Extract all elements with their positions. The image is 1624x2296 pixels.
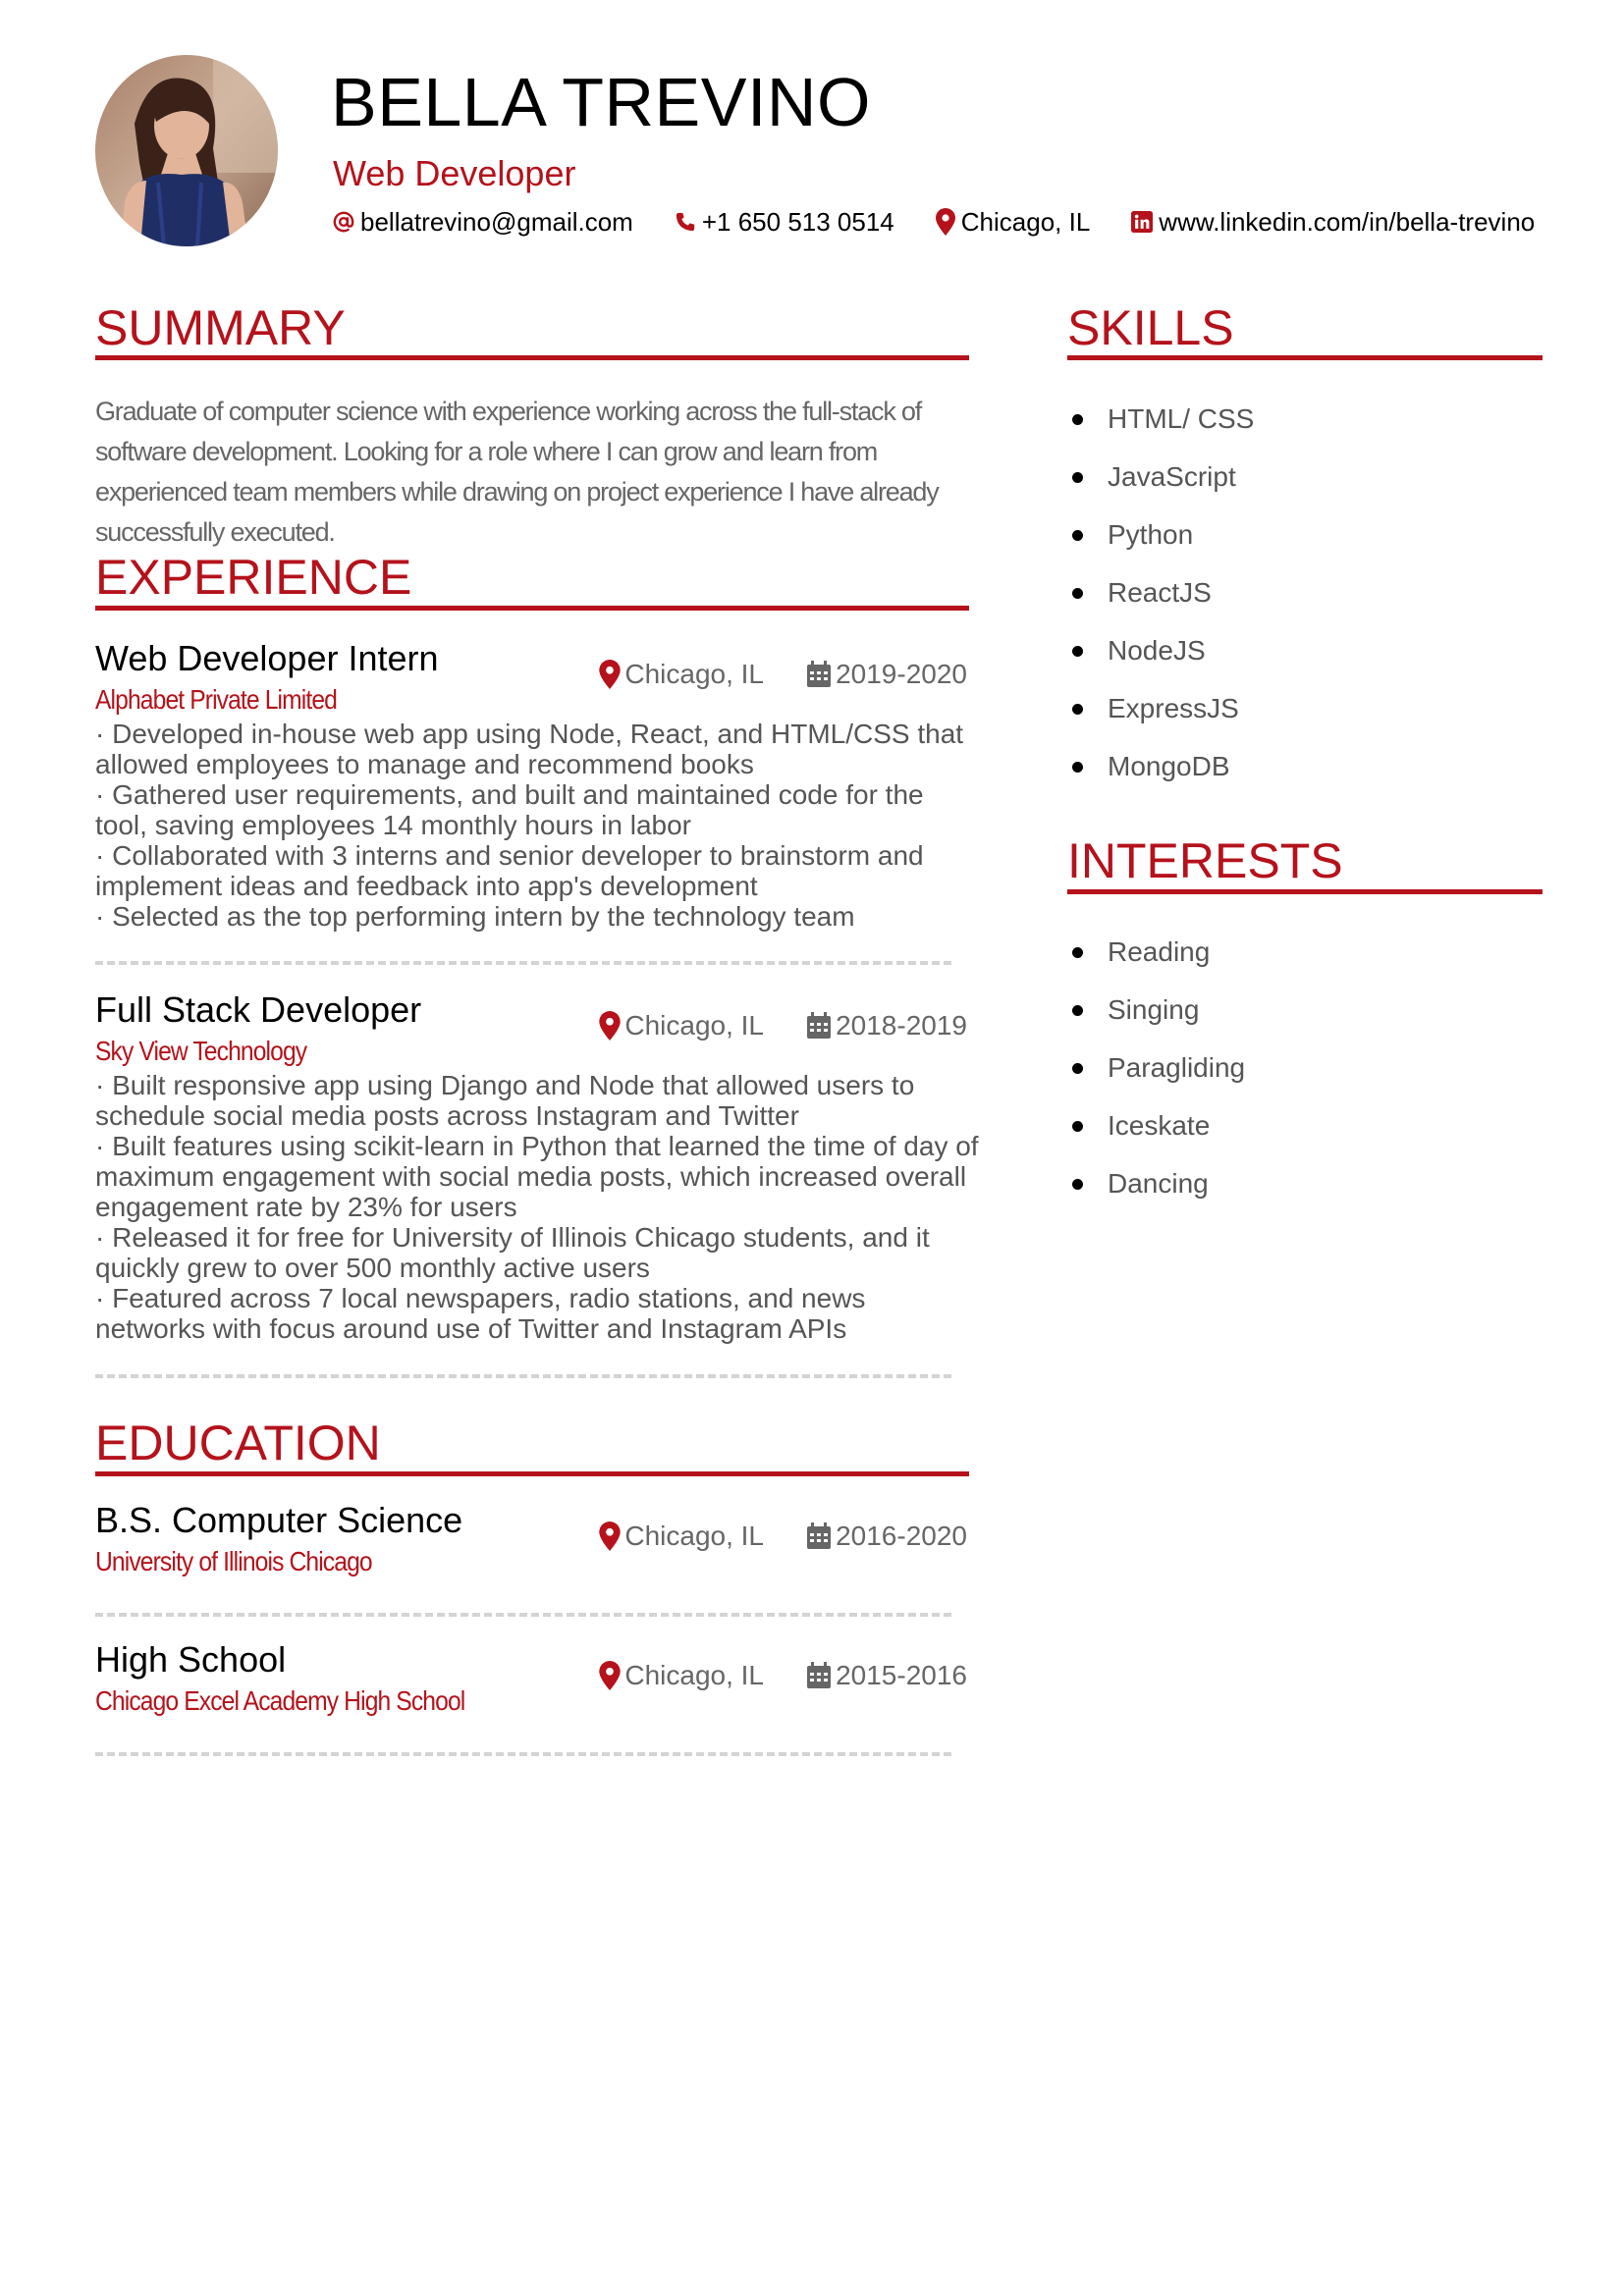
- education-entry: [95, 1500, 967, 1588]
- skill-label: ReactJS: [1108, 577, 1212, 608]
- contact-linkedin-text: www.linkedin.com/in/bella-trevino: [1159, 206, 1536, 237]
- bullet-dot: [1072, 414, 1083, 425]
- skill-item: [1070, 460, 1254, 518]
- at-icon: [333, 211, 354, 233]
- interest-item: [1070, 1109, 1245, 1167]
- skills-rule: [1067, 355, 1543, 360]
- experience-entry: [95, 638, 967, 933]
- experience-rule: [95, 606, 969, 611]
- job-dates-text: 2019-2020: [836, 659, 967, 689]
- entry-divider: [95, 961, 951, 965]
- job-bullets: [95, 719, 979, 932]
- job-dates: [806, 658, 967, 691]
- bullet-dot: [1072, 646, 1083, 657]
- education-rule: [95, 1471, 969, 1476]
- contact-linkedin[interactable]: [1131, 207, 1535, 238]
- job-title: Full Stack Developer: [95, 989, 422, 1030]
- contact-bar: [333, 204, 1535, 240]
- candidate-name: BELLA TREVINO: [331, 64, 871, 140]
- skill-label: MongoDB: [1108, 751, 1230, 781]
- bullet-dot: [1072, 947, 1083, 958]
- job-bullet: · Released it for free for University of Illinois Chicago students, and it quickly grew to over 500 monthly active users: [95, 1222, 930, 1283]
- education-entry: [95, 1639, 967, 1728]
- contact-phone[interactable]: [675, 207, 894, 238]
- skill-item: [1070, 634, 1254, 692]
- job-dates-text: 2018-2019: [836, 1010, 967, 1041]
- job-title: Web Developer Intern: [95, 638, 439, 678]
- interest-item: [1070, 1167, 1245, 1225]
- job-bullet: · Collaborated with 3 interns and senior developer to brainstorm and implement ideas and feedback into app's development: [95, 840, 924, 901]
- company-name: Sky View Technology: [95, 1036, 307, 1066]
- degree-title: B.S. Computer Science: [95, 1500, 463, 1540]
- summary-text: Graduate of computer science with experience working across the full-stack of software development. Looking for a role where I can grow and learn from experienced team members while drawing on project experience I have already successfully executed.: [95, 397, 939, 547]
- school-dates: [806, 1659, 967, 1692]
- bullet-dot: [1072, 1063, 1083, 1074]
- calendar-icon: [806, 1662, 832, 1689]
- job-bullet: · Built responsive app using Django and Node that allowed users to schedule social media posts across Instagram and Twitter: [95, 1070, 915, 1131]
- bullet-dot: [1072, 588, 1083, 599]
- skill-label: ExpressJS: [1108, 693, 1239, 723]
- bullet-dot: [1072, 1005, 1083, 1016]
- entry-divider: [95, 1752, 951, 1756]
- contact-phone-text: +1 650 513 0514: [701, 206, 894, 237]
- interest-label: Reading: [1108, 936, 1211, 967]
- interest-label: Iceskate: [1108, 1110, 1211, 1141]
- job-bullet: · Developed in-house web app using Node, React, and HTML/CSS that allowed employees to manage and recommend books: [95, 719, 964, 779]
- job-location: [599, 1009, 764, 1042]
- calendar-icon: [806, 1522, 832, 1550]
- school-location: [599, 1520, 764, 1553]
- bullet-dot: [1072, 1179, 1083, 1190]
- job-location: [599, 658, 764, 691]
- school-dates: [806, 1520, 967, 1553]
- school-location: [599, 1659, 764, 1692]
- skill-item: [1070, 518, 1254, 576]
- skill-label: Python: [1108, 519, 1194, 550]
- summary-rule: [95, 355, 969, 360]
- job-location-text: Chicago, IL: [624, 659, 764, 689]
- experience-heading: EXPERIENCE: [95, 550, 412, 605]
- bullet-dot: [1072, 762, 1083, 773]
- profile-photo: [95, 55, 278, 246]
- entry-divider: [95, 1613, 951, 1617]
- job-location-text: Chicago, IL: [624, 1010, 764, 1041]
- bullet-dot: [1072, 472, 1083, 483]
- location-pin-icon: [599, 1011, 621, 1041]
- job-bullet: · Selected as the top performing intern by the technology team: [95, 901, 855, 932]
- entry-divider: [95, 1374, 951, 1378]
- school-location-text: Chicago, IL: [624, 1521, 764, 1551]
- job-bullet: · Gathered user requirements, and built and maintained code for the tool, saving employees 14 monthly hours in labor: [95, 779, 924, 840]
- school-name: University of Illinois Chicago: [95, 1546, 372, 1576]
- interest-item: [1070, 993, 1245, 1051]
- degree-title: High School: [95, 1639, 287, 1680]
- company-name: Alphabet Private Limited: [95, 684, 337, 715]
- bullet-dot: [1072, 530, 1083, 541]
- location-pin-icon: [599, 660, 621, 689]
- school-location-text: Chicago, IL: [624, 1660, 764, 1690]
- contact-email-text: bellatrevino@gmail.com: [360, 206, 633, 237]
- job-bullet: · Featured across 7 local newspapers, radio stations, and news networks with focus around use of Twitter and Instagram APIs: [95, 1283, 866, 1344]
- education-heading: EDUCATION: [95, 1415, 381, 1470]
- skill-label: HTML/ CSS: [1108, 403, 1255, 434]
- interests-rule: [1067, 889, 1543, 894]
- contact-email[interactable]: [333, 207, 633, 238]
- bullet-dot: [1072, 704, 1083, 715]
- interest-label: Singing: [1108, 994, 1200, 1025]
- skill-label: JavaScript: [1108, 461, 1236, 492]
- contact-location: [936, 207, 1091, 238]
- school-dates-text: 2016-2020: [836, 1521, 967, 1551]
- skill-item: [1070, 402, 1254, 460]
- school-name: Chicago Excel Academy High School: [95, 1685, 465, 1716]
- linkedin-icon: [1131, 211, 1153, 233]
- calendar-icon: [806, 1012, 832, 1040]
- skill-item: [1070, 576, 1254, 634]
- location-pin-icon: [599, 1522, 621, 1551]
- avatar: [95, 55, 278, 246]
- skill-label: NodeJS: [1108, 635, 1206, 666]
- contact-location-text: Chicago, IL: [960, 206, 1091, 237]
- job-bullets: [95, 1070, 979, 1344]
- candidate-role: Web Developer: [333, 153, 576, 193]
- school-dates-text: 2015-2016: [836, 1660, 967, 1690]
- skill-item: [1070, 750, 1254, 808]
- location-pin-icon: [599, 1661, 621, 1690]
- phone-icon: [675, 211, 696, 233]
- interest-label: Dancing: [1108, 1168, 1209, 1199]
- summary-heading: SUMMARY: [95, 300, 346, 355]
- interests-heading: INTERESTS: [1067, 833, 1343, 888]
- experience-entry: [95, 989, 979, 1353]
- skills-list: [1070, 402, 1254, 808]
- interest-item: [1070, 1051, 1245, 1109]
- interests-list: [1070, 935, 1245, 1225]
- skills-heading: SKILLS: [1067, 300, 1234, 355]
- interest-item: [1070, 935, 1245, 993]
- calendar-icon: [806, 661, 832, 688]
- skill-item: [1070, 692, 1254, 750]
- job-dates: [806, 1009, 967, 1042]
- interest-label: Paragliding: [1108, 1052, 1246, 1083]
- job-bullet: · Built features using scikit-learn in Python that learned the time of day of maximum engagement with social media posts, which increased overall engagement rate by 23% for users: [95, 1131, 979, 1222]
- location-pin-icon: [936, 208, 955, 236]
- bullet-dot: [1072, 1121, 1083, 1132]
